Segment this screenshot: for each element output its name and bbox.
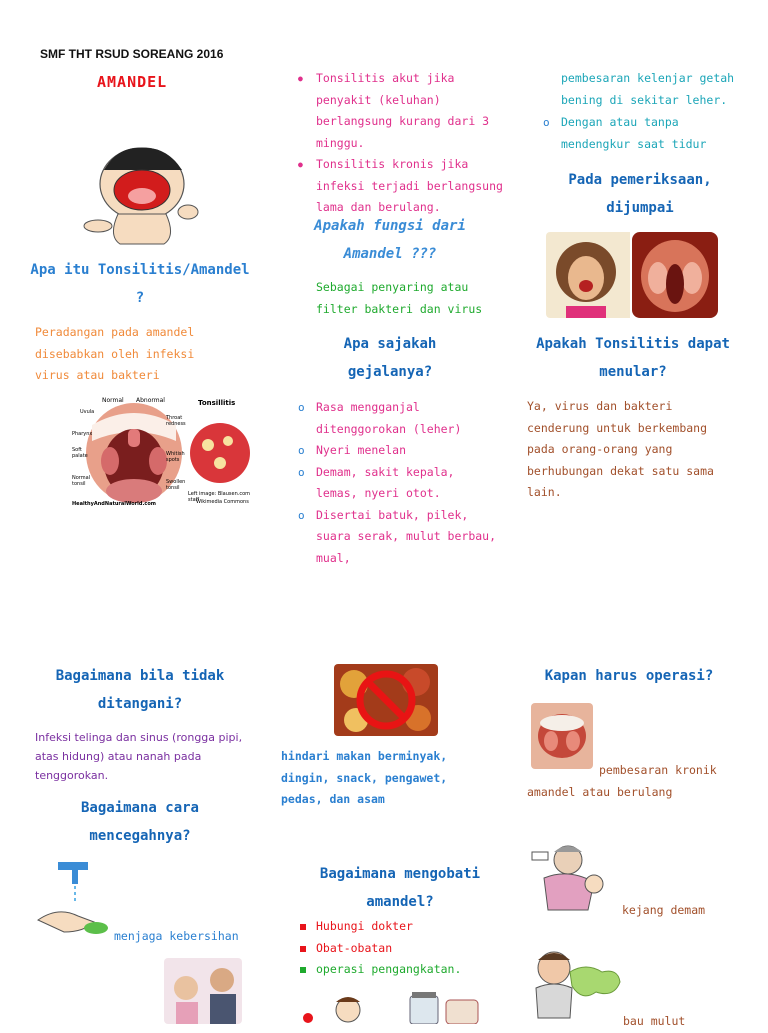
obat-item: Hubungi dokter — [298, 916, 498, 938]
label-soft-palate: Soft palate — [72, 447, 88, 459]
mask-people-image — [164, 958, 242, 1024]
gejala-item: o Nyeri menelan — [298, 440, 498, 462]
label-whitish-spots: Whitish spots — [166, 451, 185, 463]
label-tonsillitis: Tonsillitis — [198, 399, 236, 407]
question-mengobati: Bagaimana mengobati amandel? — [319, 866, 481, 910]
question-pemeriksaan: Pada pemeriksaan, dijumpai — [568, 172, 712, 216]
label-credit-wikimedia: Wikimedia Commons — [196, 499, 249, 505]
label-credit-blausen: Left image: Blausen.com staff — [188, 491, 250, 503]
answer-apa-itu: Peradangan pada amandel disebabkan oleh infeksi virus atau bakteri — [35, 325, 195, 382]
bullet-kronis: ● Tonsilitis kronis jika infeksi terjadi berlangsung lama dan berulang. — [298, 154, 508, 219]
doctor-image — [296, 992, 376, 1024]
gejala-item: o Disertai batuk, pilek, suara serak, mulut berbau, mual, — [298, 505, 498, 570]
page-title: AMANDEL — [97, 73, 168, 91]
fever-seizure-image — [524, 838, 620, 916]
question-gejala: Apa sajakah gejalanya? — [343, 336, 437, 380]
hindari-text: hindari makan berminyak, dingin, snack, pengawet, pedas, dan asam — [281, 749, 448, 806]
label-pharynx: Pharynx — [72, 431, 93, 437]
gejala-list — [298, 397, 498, 569]
obat-item: operasi pengangkatan. — [298, 959, 498, 981]
label-uvula: Uvula — [80, 409, 95, 415]
handwashing-image — [34, 860, 108, 936]
question-apa-itu: Apa itu Tonsilitis/Amandel ? — [30, 262, 250, 306]
obat-item: Obat-obatan — [298, 938, 498, 960]
answer-tidak-ditangani: Infeksi telinga dan sinus (rongga pipi, atas hidung) atau nanah pada tenggorokan. — [35, 731, 243, 782]
kebersihan-text: menjaga kebersihan — [114, 929, 239, 943]
label-credit-site: HealthyAndNaturalWorld.com — [72, 501, 156, 507]
gejala-item-dengkur: o Dengan atau tanpa mendengkur saat tidur — [543, 112, 738, 155]
tonsil-diagram-image — [70, 395, 250, 510]
answer-fungsi: Sebagai penyaring atau filter bakteri dan virus — [316, 280, 483, 316]
label-normal: Normal — [102, 397, 124, 404]
question-menular: Apakah Tonsilitis dapat menular? — [536, 336, 730, 380]
answer-menular: Ya, virus dan bakteri cenderung untuk berkembang pada orang-orang yang berhubungan dekat satu sama lain. — [527, 399, 714, 499]
question-tidak-ditangani: Bagaimana bila tidak ditangani? — [55, 668, 225, 712]
gejala-dengkur — [543, 112, 738, 155]
label-normal-tonsil: Normal tonsil — [72, 475, 91, 487]
tonsilitis-types — [298, 68, 508, 219]
bau-mulut-text: bau mulut — [623, 1014, 686, 1028]
question-operasi: Kapan harus operasi? — [544, 668, 714, 684]
medicine-image — [396, 992, 486, 1024]
kejang-text: kejang demam — [622, 903, 706, 917]
gejala-continued: pembesaran kelenjar getah bening di sekitar leher. — [561, 71, 735, 107]
examination-image — [546, 232, 718, 318]
crying-baby-image — [78, 140, 206, 248]
gejala-item: o Demam, sakit kepala, lemas, nyeri otot. — [298, 462, 498, 505]
header-org: SMF THT RSUD SOREANG 2016 — [40, 47, 224, 61]
pengobatan-list — [298, 916, 498, 981]
label-throat-redness: Throat redness — [166, 415, 186, 427]
label-swollen-tonsil: Swollen tonsil — [166, 479, 186, 491]
pembesaran-text: pembesaran kronik amandel atau berulang — [527, 763, 717, 799]
bad-breath-image — [526, 942, 624, 1020]
bullet-akut: ● Tonsilitis akut jika penyakit (keluhan) berlangsung kurang dari 3 minggu. — [298, 68, 508, 154]
question-mencegah: Bagaimana cara mencegahnya? — [80, 800, 199, 844]
question-fungsi: Apakah fungsi dari Amandel ??? — [314, 218, 466, 262]
label-abnormal: Abnormal — [136, 397, 165, 404]
no-junk-food-image — [334, 664, 438, 736]
gejala-item: o Rasa mengganjal ditenggorokan (leher) — [298, 397, 498, 440]
